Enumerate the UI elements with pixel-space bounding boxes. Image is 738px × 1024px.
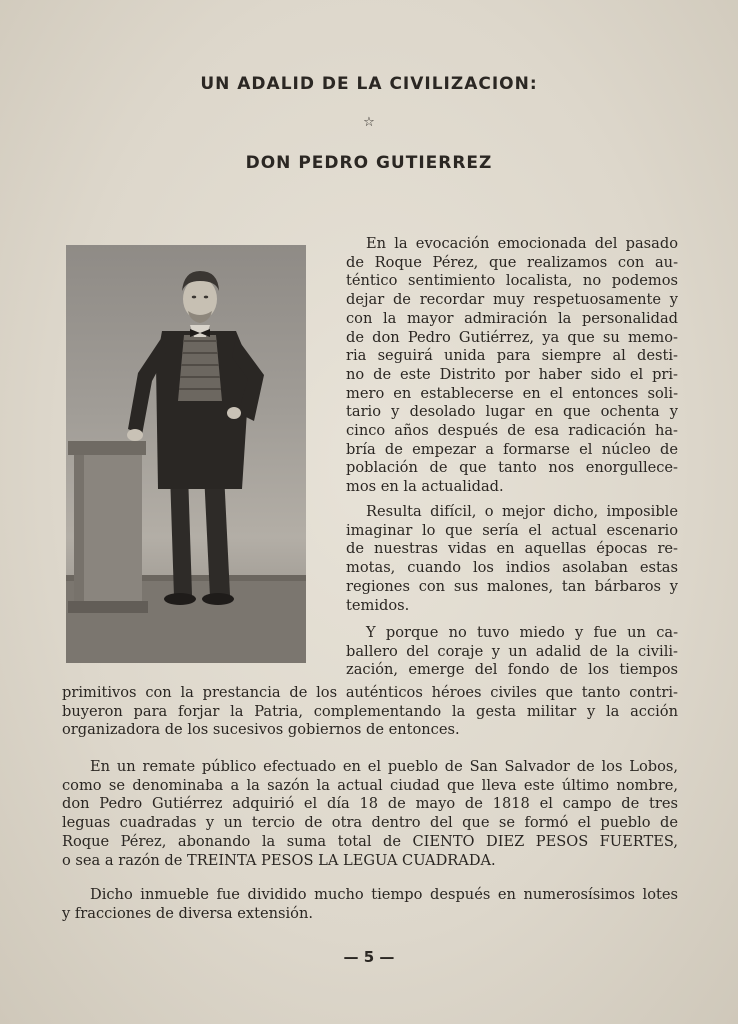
- text-line: téntico sentimiento localista, no podemos: [346, 272, 678, 290]
- text-line: como se denominaba a la sazón la actual ciudad que lleva este último nombre,: [62, 776, 678, 794]
- portrait-figure-illustration: [66, 245, 306, 663]
- star-ornament-icon: ☆: [363, 115, 375, 130]
- text-line: Y porque no tuvo miedo y fue un ca-: [366, 624, 678, 641]
- text-line: población de que tanto nos enorgullece-: [346, 459, 678, 477]
- paragraph-4: [62, 758, 678, 870]
- text-line: En la evocación emocionada del pasado: [366, 235, 678, 252]
- paragraph-3-full: [62, 684, 678, 740]
- text-line: tario y desolado lugar en que ochenta y: [346, 403, 678, 421]
- text-line: bría de empezar a formarse el núcleo de: [346, 440, 678, 458]
- text-line: organizadora de los sucesivos gobiernos de entonces.: [62, 721, 460, 739]
- page-number: — 5 —: [343, 948, 395, 966]
- text-line: Roque Pérez, abonando la suma total de CIENTO DIEZ PESOS FUERTES,: [62, 832, 678, 850]
- text-line: imaginar lo que sería el actual escenario: [346, 521, 678, 539]
- text-line: de nuestras vidas en aquellas épocas re-: [346, 540, 678, 558]
- text-line: con la mayor admiración la personalidad: [346, 309, 678, 327]
- text-line: motas, cuando los indios asolaban estas: [346, 559, 678, 577]
- text-line: zación, emerge del fondo de los tiempos: [346, 661, 678, 679]
- paragraph-3-column: [346, 624, 678, 680]
- text-line: de Roque Pérez, que realizamos con au-: [346, 253, 678, 271]
- text-line: de don Pedro Gutiérrez, ya que su memo-: [346, 328, 678, 346]
- article-title: UN ADALID DE LA CIVILIZACION:: [200, 74, 538, 94]
- text-line: leguas cuadradas y un tercio de otra dentro del que se formó el pueblo de: [62, 814, 678, 832]
- text-line: buyeron para forjar la Patria, complementando la gesta militar y la acción: [62, 702, 678, 720]
- text-line: En un remate público efectuado en el pueblo de San Salvador de los Lobos,: [90, 758, 678, 775]
- paragraph-2: [346, 503, 678, 615]
- text-line: mero en establecerse en el entonces soli-: [346, 384, 678, 402]
- article-subtitle: DON PEDRO GUTIERREZ: [245, 153, 493, 173]
- paragraph-5: [62, 886, 678, 923]
- text-line: ria seguirá unida para siempre al desti-: [346, 347, 678, 365]
- text-line: o sea a razón de TREINTA PESOS LA LEGUA CUADRADA.: [62, 851, 496, 869]
- text-line: no de este Distrito por haber sido el pri-: [346, 365, 678, 383]
- text-line: don Pedro Gutiérrez adquirió el día 18 de mayo de 1818 el campo de tres: [62, 795, 678, 813]
- text-line: temidos.: [346, 596, 410, 614]
- paragraph-1: [346, 235, 678, 497]
- text-line: regiones con sus malones, tan bárbaros y: [346, 577, 678, 595]
- portrait-photo: [66, 245, 306, 663]
- text-line: ballero del coraje y un adalid de la civili-: [346, 642, 678, 660]
- text-line: cinco años después de esa radicación ha-: [346, 422, 678, 440]
- text-line: Resulta difícil, o mejor dicho, imposible: [366, 503, 678, 520]
- text-line: dejar de recordar muy respetuosamente y: [346, 291, 678, 309]
- text-line: mos en la actualidad.: [346, 478, 504, 496]
- text-line: primitivos con la prestancia de los auténticos héroes civiles que tanto contri-: [62, 684, 678, 701]
- text-line: Dicho inmueble fue dividido mucho tiempo después en numerosísimos lotes: [90, 886, 678, 903]
- text-line: y fracciones de diversa extensión.: [62, 904, 313, 922]
